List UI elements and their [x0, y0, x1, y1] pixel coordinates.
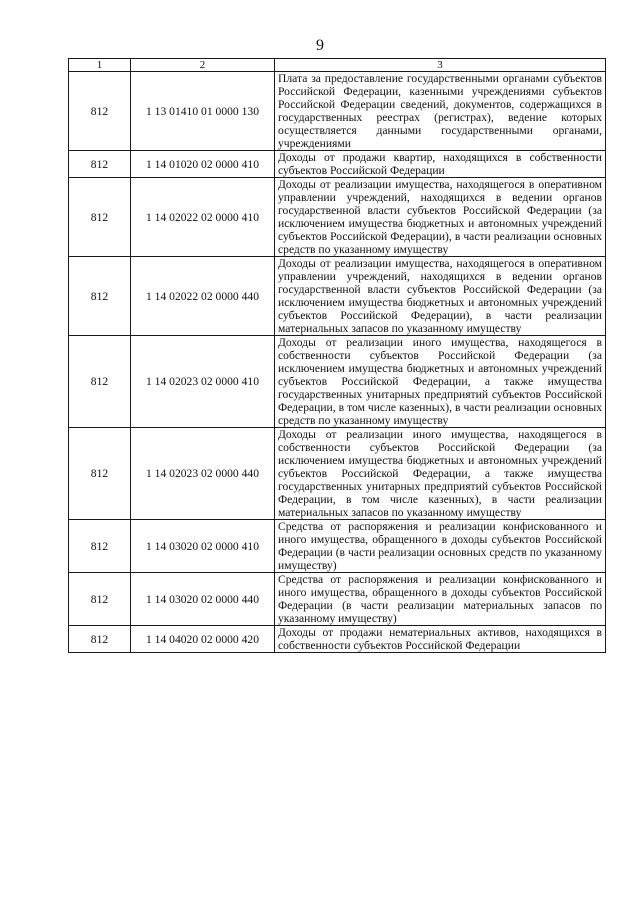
budget-code-cell: 1 14 02022 02 0000 440	[131, 257, 275, 336]
budget-code-cell: 1 13 01410 01 0000 130	[131, 72, 275, 151]
table-row	[69, 520, 606, 573]
admin-code-cell: 812	[69, 520, 131, 573]
header-col-2: 2	[131, 59, 275, 72]
admin-code-cell: 812	[69, 257, 131, 336]
table-row	[69, 151, 606, 178]
budget-code-cell: 1 14 01020 02 0000 410	[131, 151, 275, 178]
budget-code-cell: 1 14 02023 02 0000 410	[131, 336, 275, 428]
table-row	[69, 573, 606, 626]
table-row	[69, 178, 606, 257]
header-col-1: 1	[69, 59, 131, 72]
revenue-name-cell: Доходы от реализации иного имущества, находящегося в собственности субъектов Российской Федерации (за исключением имущества бюджетных и автономных учреждений субъектов Российской Федерации, а также имущества государственных унитарных предприятий субъектов Российской Федерации, в том числе казенных), в части реализации основных средств по указанному имуществу	[275, 336, 606, 428]
table-row	[69, 428, 606, 520]
revenue-name-cell: Доходы от продажи квартир, находящихся в собственности субъектов Российской Федерации	[275, 151, 606, 178]
admin-code-cell: 812	[69, 428, 131, 520]
budget-code-cell: 1 14 03020 02 0000 410	[131, 520, 275, 573]
budget-code-cell: 1 14 02023 02 0000 440	[131, 428, 275, 520]
header-col-3: 3	[275, 59, 606, 72]
revenue-name-cell: Доходы от продажи нематериальных активов, находящихся в собственности субъектов Российской Федерации	[275, 626, 606, 653]
page-number: 9	[316, 37, 324, 54]
table-row	[69, 257, 606, 336]
revenue-name-cell: Средства от распоряжения и реализации конфискованного и иного имущества, обращенного в доходы субъектов Российской Федерации (в части реализации основных средств по указанному имуществу)	[275, 520, 606, 573]
table-body	[69, 59, 606, 653]
admin-code-cell: 812	[69, 178, 131, 257]
table-row	[69, 626, 606, 653]
revenue-name-cell: Доходы от реализации имущества, находящегося в оперативном управлении учреждений, находящихся в ведении органов государственной власти субъектов Российской Федерации (за исключением имущества бюджетных и автономных учреждений субъектов Российской Федерации), в части реализации основных средств по указанному имуществу	[275, 178, 606, 257]
revenue-name-cell: Доходы от реализации имущества, находящегося в оперативном управлении учреждений, находящихся в ведении органов государственной власти субъектов Российской Федерации (за исключением имущества бюджетных и автономных учреждений субъектов Российской Федерации), в части реализации материальных запасов по указанному имуществу	[275, 257, 606, 336]
table-row	[69, 336, 606, 428]
revenue-name-cell: Доходы от реализации иного имущества, находящегося в собственности субъектов Российской Федерации (за исключением имущества бюджетных и автономных учреждений субъектов Российской Федерации, а также имущества государственных унитарных предприятий субъектов Российской Федерации, в том числе казенных), в части реализации материальных запасов по указанному имуществу	[275, 428, 606, 520]
admin-code-cell: 812	[69, 336, 131, 428]
admin-code-cell: 812	[69, 72, 131, 151]
budget-code-cell: 1 14 02022 02 0000 410	[131, 178, 275, 257]
admin-code-cell: 812	[69, 573, 131, 626]
budget-code-cell: 1 14 04020 02 0000 420	[131, 626, 275, 653]
revenue-name-cell: Плата за предоставление государственными органами субъектов Российской Федерации, казенными учреждениями субъектов Российской Федерации сведений, документов, содержащихся в государственных реестрах (регистрах), ведение которых осуществляется данными государственными органами, учреждениями	[275, 72, 606, 151]
revenue-name-cell: Средства от распоряжения и реализации конфискованного и иного имущества, обращенного в доходы субъектов Российской Федерации (в части реализации материальных запасов по указанному имуществу)	[275, 573, 606, 626]
admin-code-cell: 812	[69, 151, 131, 178]
table-header-row	[69, 59, 606, 72]
admin-code-cell: 812	[69, 626, 131, 653]
table-row	[69, 72, 606, 151]
revenue-codes-table	[68, 58, 606, 653]
budget-code-cell: 1 14 03020 02 0000 440	[131, 573, 275, 626]
